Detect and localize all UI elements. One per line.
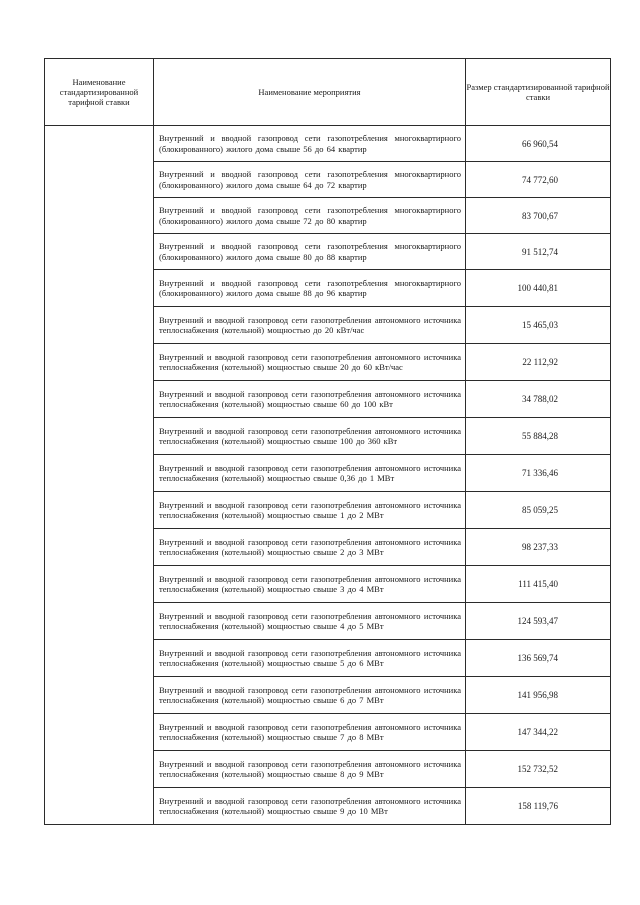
measure-description: Внутренний и вводной газопровод сети газопотребления автономного источника теплоснабжения (котельной) мощностью свыше 1 до 2 МВт [154, 492, 466, 529]
measure-description: Внутренний и вводной газопровод сети газопотребления многоквартирного (блокированного) жилого дома свыше 56 до 64 квартир [154, 126, 466, 162]
measure-description: Внутренний и вводной газопровод сети газопотребления многоквартирного (блокированного) жилого дома свыше 72 до 80 квартир [154, 198, 466, 234]
measure-description: Внутренний и вводной газопровод сети газопотребления автономного источника теплоснабжения (котельной) мощностью свыше 4 до 5 МВт [154, 603, 466, 640]
tariff-rates-table [44, 58, 611, 825]
measure-description: Внутренний и вводной газопровод сети газопотребления автономного источника теплоснабжения (котельной) мощностью свыше 8 до 9 МВт [154, 751, 466, 788]
header-rate-size: Размер стандартизированной тарифной ставки [466, 59, 611, 126]
rate-amount: 22 112,92 [466, 344, 611, 381]
rate-amount: 100 440,81 [466, 270, 611, 307]
rate-amount: 141 956,98 [466, 677, 611, 714]
rate-amount: 74 772,60 [466, 162, 611, 198]
rate-amount: 158 119,76 [466, 788, 611, 825]
measure-description: Внутренний и вводной газопровод сети газопотребления автономного источника теплоснабжения (котельной) мощностью свыше 9 до 10 МВт [154, 788, 466, 825]
rate-amount: 83 700,67 [466, 198, 611, 234]
table-header-row [45, 59, 611, 126]
rate-amount: 71 336,46 [466, 455, 611, 492]
table-body [45, 126, 611, 825]
rate-amount: 124 593,47 [466, 603, 611, 640]
measure-description: Внутренний и вводной газопровод сети газопотребления автономного источника теплоснабжения (котельной) мощностью свыше 6 до 7 МВт [154, 677, 466, 714]
measure-description: Внутренний и вводной газопровод сети газопотребления многоквартирного (блокированного) жилого дома свыше 88 до 96 квартир [154, 270, 466, 307]
rate-amount: 15 465,03 [466, 307, 611, 344]
rate-amount: 98 237,33 [466, 529, 611, 566]
rate-name-cell [45, 126, 154, 825]
measure-description: Внутренний и вводной газопровод сети газопотребления автономного источника теплоснабжения (котельной) мощностью свыше 100 до 360 кВт [154, 418, 466, 455]
document-page [44, 58, 610, 825]
measure-description: Внутренний и вводной газопровод сети газопотребления автономного источника теплоснабжения (котельной) мощностью до 20 кВт/час [154, 307, 466, 344]
measure-description: Внутренний и вводной газопровод сети газопотребления автономного источника теплоснабжения (котельной) мощностью свыше 5 до 6 МВт [154, 640, 466, 677]
rate-amount: 111 415,40 [466, 566, 611, 603]
rate-amount: 152 732,52 [466, 751, 611, 788]
rate-amount: 147 344,22 [466, 714, 611, 751]
measure-description: Внутренний и вводной газопровод сети газопотребления автономного источника теплоснабжения (котельной) мощностью свыше 60 до 100 кВт [154, 381, 466, 418]
measure-description: Внутренний и вводной газопровод сети газопотребления автономного источника теплоснабжения (котельной) мощностью свыше 3 до 4 МВт [154, 566, 466, 603]
measure-description: Внутренний и вводной газопровод сети газопотребления автономного источника теплоснабжения (котельной) мощностью свыше 7 до 8 МВт [154, 714, 466, 751]
measure-description: Внутренний и вводной газопровод сети газопотребления автономного источника теплоснабжения (котельной) мощностью свыше 0,36 до 1 МВт [154, 455, 466, 492]
table-row [45, 126, 611, 162]
measure-description: Внутренний и вводной газопровод сети газопотребления многоквартирного (блокированного) жилого дома свыше 80 до 88 квартир [154, 234, 466, 270]
measure-description: Внутренний и вводной газопровод сети газопотребления многоквартирного (блокированного) жилого дома свыше 64 до 72 квартир [154, 162, 466, 198]
rate-amount: 66 960,54 [466, 126, 611, 162]
rate-amount: 55 884,28 [466, 418, 611, 455]
rate-amount: 85 059,25 [466, 492, 611, 529]
rate-amount: 91 512,74 [466, 234, 611, 270]
header-rate-name: Наименование стандартизированной тарифной ставки [45, 59, 154, 126]
header-measure-name: Наименование мероприятия [154, 59, 466, 126]
measure-description: Внутренний и вводной газопровод сети газопотребления автономного источника теплоснабжения (котельной) мощностью свыше 20 до 60 кВт/час [154, 344, 466, 381]
measure-description: Внутренний и вводной газопровод сети газопотребления автономного источника теплоснабжения (котельной) мощностью свыше 2 до 3 МВт [154, 529, 466, 566]
rate-amount: 34 788,02 [466, 381, 611, 418]
rate-amount: 136 569,74 [466, 640, 611, 677]
